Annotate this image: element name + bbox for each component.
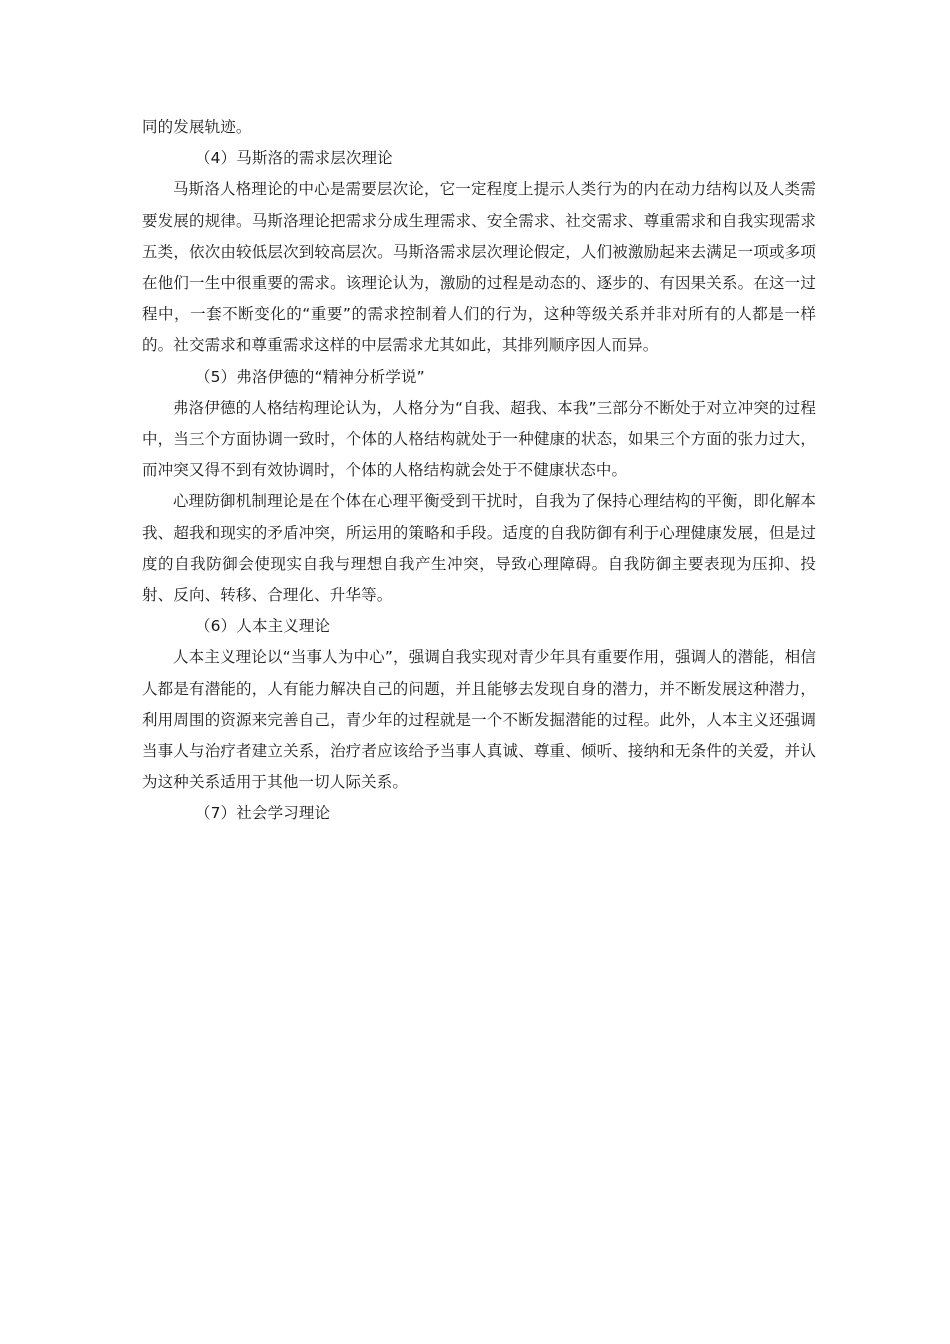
paragraph-freud-defense: 心理防御机制理论是在个体在心理平衡受到干扰时，自我为了保持心理结构的平衡，即化解本我、超我和现实的矛盾冲突，所运用的策略和手段。适度的自我防御有利于心理健康发展，但是过度的自我防御会使现实自我与理想自我产生冲突，导致心理障碍。自我防御主要表现为压抑、投射、反向、转移、合理化、升华等。 (142, 492, 816, 605)
paragraph-continuation: 同的发展轨迹。 (142, 118, 252, 136)
paragraph-humanism: 人本主义理论以“当事人为中心”，强调自我实现对青少年具有重要作用，强调人的潜能，相信人都是有潜能的，人有能力解决自己的问题，并且能够去发现自身的潜力，并不断发展这种潜力，利用周围的资源来完善自己，青少年的过程就是一个不断发掘潜能的过程。此外，人本主义还强调当事人与治疗者建立关系，治疗者应该给予当事人真诚、尊重、倾听、接纳和无条件的关爱，并认为这种关系适用于其他一切人际关系。 (142, 648, 816, 792)
section-heading-social-learning: （7）社会学习理论 (195, 804, 331, 823)
section-heading-freud: （5）弗洛伊德的“精神分析学说” (195, 367, 425, 386)
section-heading-maslow: （4）马斯洛的需求层次理论 (195, 149, 393, 168)
document-body (142, 112, 816, 830)
paragraph-freud-personality: 弗洛伊德的人格结构理论认为，人格分为“自我、超我、本我”三部分不断处于对立冲突的过程中，当三个方面协调一致时，个体的人格结构就处于一种健康的状态，如果三个方面的张力过大，而冲突又得不到有效协调时，个体的人格结构就会处于不健康状态中。 (142, 398, 816, 480)
paragraph-maslow: 马斯洛人格理论的中心是需要层次论，它一定程度上提示人类行为的内在动力结构以及人类需要发展的规律。马斯洛理论把需求分成生理需求、安全需求、社交需求、尊重需求和自我实现需求五类，依次由较低层次到较高层次。马斯洛需求层次理论假定，人们被激励起来去满足一项或多项在他们一生中很重要的需求。该理论认为，激励的过程是动态的、逐步的、有因果关系。在这一过程中，一套不断变化的“重要”的需求控制着人们的行为，这种等级关系并非对所有的人都是一样的。社交需求和尊重需求这样的中层需求尤其如此，其排列顺序因人而异。 (142, 180, 816, 355)
section-heading-humanism: （6）人本主义理论 (195, 617, 331, 636)
